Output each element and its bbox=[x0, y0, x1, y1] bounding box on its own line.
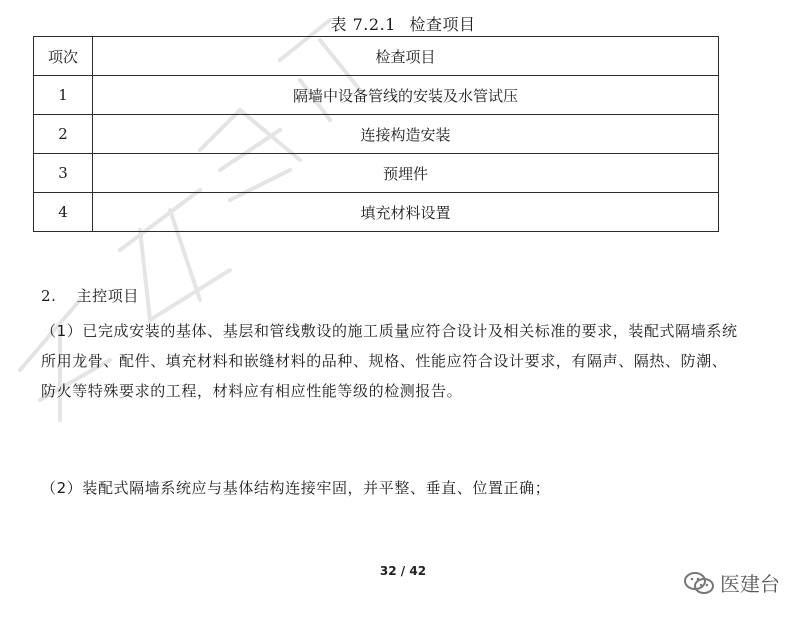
inspection-items-table bbox=[33, 36, 719, 232]
table-caption-title: 检查项目 bbox=[409, 15, 476, 34]
paragraph-2: （2）装配式隔墙系统应与基体结构连接牢固，并平整、垂直、位置正确； bbox=[41, 479, 551, 497]
table-row bbox=[34, 115, 719, 154]
table-header-row bbox=[34, 37, 719, 76]
section-number: 2. bbox=[41, 287, 57, 305]
table-row bbox=[34, 76, 719, 115]
column-header-item: 检查项目 bbox=[93, 37, 719, 76]
row-index: 1 bbox=[34, 76, 93, 115]
table-row bbox=[34, 193, 719, 232]
brand-watermark bbox=[682, 568, 780, 597]
brand-name: 医建台 bbox=[720, 572, 780, 596]
table-caption-number: 表 7.2.1 bbox=[330, 15, 396, 34]
row-index: 3 bbox=[34, 154, 93, 193]
row-item: 连接构造安装 bbox=[93, 115, 719, 154]
row-index: 4 bbox=[34, 193, 93, 232]
column-header-index: 项次 bbox=[34, 37, 93, 76]
page-number: 32 / 42 bbox=[379, 564, 427, 578]
row-item: 填充材料设置 bbox=[93, 193, 719, 232]
table-row bbox=[34, 154, 719, 193]
paragraph-1: （1）已完成安装的基体、基层和管线敷设的施工质量应符合设计及相关标准的要求，装配式隔墙系统所用龙骨、配件、填充材料和嵌缝材料的品种、规格、性能应符合设计要求，有隔声、隔热、防潮、防火等特殊要求的工程，材料应有相应性能等级的检测报告。 bbox=[41, 322, 738, 400]
section-title: 主控项目 bbox=[76, 287, 139, 305]
wechat-icon bbox=[682, 569, 716, 597]
row-item: 隔墙中设备管线的安装及水管试压 bbox=[93, 76, 719, 115]
row-index: 2 bbox=[34, 115, 93, 154]
row-item: 预埋件 bbox=[93, 154, 719, 193]
table-caption bbox=[0, 12, 806, 35]
section-heading bbox=[41, 281, 741, 311]
